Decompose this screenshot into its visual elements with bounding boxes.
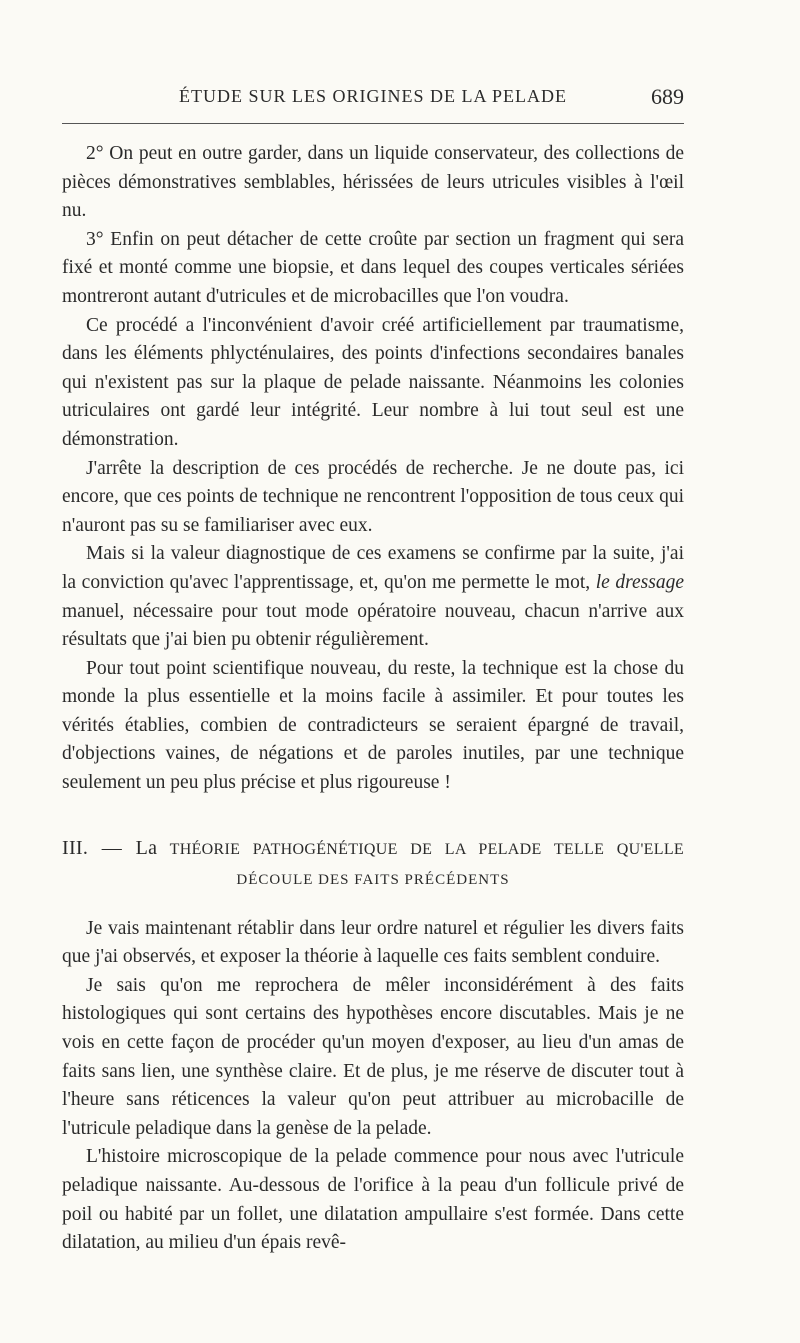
paragraph: Ce procédé a l'inconvénient d'avoir créé artificiellement par traumatisme, dans les éléments phlycténulaires, des points d'infections secondaires banales qui n'existent pas sur la plaque de pelade naissante. Néanmoins les colonies utriculaires ont gardé leur intégrité. Leur nombre à lui tout seul est une démonstration. xyxy=(62,314,684,450)
running-title: ÉTUDE SUR LES ORIGINES DE LA PELADE xyxy=(179,86,567,106)
paragraph: J'arrête la description de ces procédés de recherche. Je ne doute pas, ici encore, que ces points de technique ne rencontrent l'opposition de tous ceux qui n'auront pas su se familiariser avec eux. xyxy=(62,457,684,536)
paragraph-text: manuel, nécessaire pour tout mode opératoire nouveau, chacun n'arrive aux résultats que j'ai bien pu obtenir régulièrement. xyxy=(62,600,684,651)
section-title-line-2: DÉCOULE DES FAITS PRÉCÉDENTS xyxy=(236,871,510,888)
page-number: 689 xyxy=(651,84,684,109)
paragraph: Pour tout point scientifique nouveau, du reste, la technique est la chose du monde la plus essentielle et la moins facile à assimiler. Et pour toutes les vérités établies, combien de contradicteurs se seraient épargné de travail, d'objections vaines, de négations et de paroles inutiles, par une technique seulement un peu plus précise et plus rigoureuse ! xyxy=(62,657,684,794)
paragraph-text: Mais si la valeur diagnostique de ces examens se confirme par la suite, j'ai la conviction qu'avec l'apprentissage, et, qu'on me permette le mot, xyxy=(62,543,684,593)
section-number: III. — La xyxy=(62,836,158,859)
paragraph: Je vais maintenant rétablir dans leur ordre naturel et régulier les divers faits que j'ai observés, et exposer la théorie à laquelle ces faits semblent conduire. xyxy=(62,917,684,968)
body-text xyxy=(62,140,684,1258)
paragraph: 3° Enfin on peut détacher de cette croûte par section un fragment qui sera fixé et monté comme une biopsie, et dans lequel des coupes verticales sériées montreront autant d'utricules et de microbacilles que l'on voudra. xyxy=(62,228,684,307)
section-title-line-1 xyxy=(62,835,684,863)
emphasized-text: le dressage xyxy=(595,571,684,593)
page-header xyxy=(62,84,684,114)
section-heading xyxy=(62,835,684,893)
header-rule xyxy=(62,123,684,124)
paragraph: L'histoire microscopique de la pelade commence pour nous avec l'utricule peladique naissante. Au-dessous de l'orifice à la peau d'un follicule privé de poil ou habité par un follet, une dilatation ampullaire s'est formée. Dans cette dilatation, au milieu d'un épais revê- xyxy=(62,1146,684,1254)
paragraph: 2° On peut en outre garder, dans un liquide conservateur, des collections de pièces démonstratives semblables, hérissées de leurs utricules visibles à l'œil nu. xyxy=(62,143,684,222)
paragraph: Je sais qu'on me reprochera de mêler inconsidérément à des faits histologiques qui sont certains des hypothèses encore discutables. Mais je ne vois en cette façon de procéder qu'un moyen d'exposer, au lieu d'un amas de faits sans lien, une synthèse claire. Et de plus, je me réserve de discuter tout à l'heure sans réticences la valeur qu'on peut attribuer au microbacille de l'utricule peladique dans la genèse de la pelade. xyxy=(62,974,684,1139)
paragraph xyxy=(62,540,684,654)
section-title-text: THÉORIE PATHOGÉNÉTIQUE DE LA PELADE TELLE QU'ELLE xyxy=(169,840,684,858)
